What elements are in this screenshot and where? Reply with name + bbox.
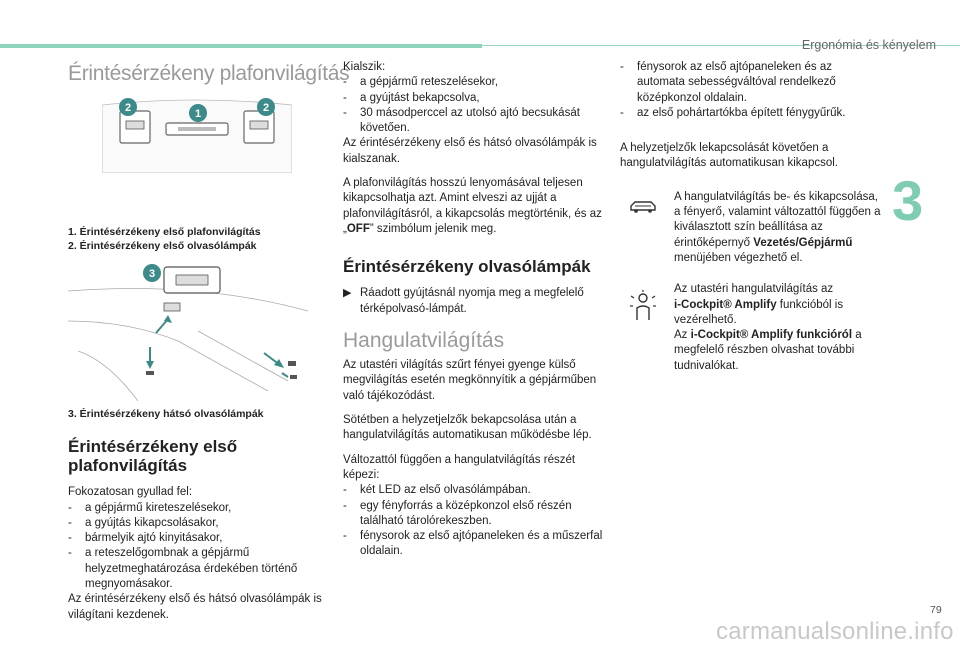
menu-name: Vezetés/Gépjármű <box>753 236 853 249</box>
list-item: - bármelyik ajtó kinyitásakor, <box>68 531 330 546</box>
paragraph: Változattól függően a hangulatvilágítás részét képezi: <box>343 453 576 481</box>
list-item: - a gépjármű reteszelésekor, <box>343 75 605 90</box>
text: A hangulatvilágítás be- és kikapcsolása, a fényerő, valamint változattól függően a kiválasztott szín beállítása az érintőképernyő <box>674 190 881 249</box>
section-title: Ergonómia és kényelem <box>801 38 936 52</box>
chapter-number: 3 <box>892 169 924 232</box>
column-1 <box>68 60 350 632</box>
text: funkcióból is vezérelhető. <box>674 298 844 326</box>
list-item: - 30 másodperccel az utolsó ajtó becsukását követően. <box>343 106 605 137</box>
front-light-subtitle-line1: Érintésérzékeny első <box>68 437 238 457</box>
rear-lights-illustration <box>68 261 328 401</box>
switch-off-list <box>343 75 605 136</box>
arrow-item-text: Ráadott gyújtásnál nyomja meg a megfelelő térképolvasó-lámpát. <box>360 287 584 315</box>
ambient-list-cont <box>620 60 882 121</box>
figure-captions-2 <box>68 407 330 421</box>
car-icon <box>620 190 666 219</box>
front-lights-illustration <box>102 95 292 173</box>
front-light-subtitle-line2: plafonvilágítás <box>68 456 188 476</box>
note-vehicle-menu <box>620 190 882 266</box>
text: A plafonvilágítás hosszú lenyomásával teljesen kikapcsolhatja azt. Amint elveszi az ujját a plafonvilágításról, a kikapcsolás megtörténik, és az „ <box>343 177 602 235</box>
list-item: - egy fényforrás a középkonzol első részén található tárolórekeszben. <box>343 499 605 530</box>
ambient-list <box>343 483 605 559</box>
paragraph: Sötétben a helyzetjelzők bekapcsolása után a hangulatvilágítás automatikusan működésbe lép. <box>343 414 592 442</box>
paragraph-off <box>343 176 605 237</box>
text: Az <box>674 329 691 342</box>
watermark: carmanualsonline.info <box>716 618 954 645</box>
note-vehicle-text <box>666 190 882 266</box>
note-amplify <box>620 282 882 374</box>
column-2 <box>343 60 605 560</box>
list-item: - a gyújtást bekapcsolva, <box>343 91 605 106</box>
list-item: - a reteszelőgombnak a gépjármű helyzetmeghatározása érdekében történő megnyomásakor. <box>68 546 330 592</box>
person-icon <box>620 282 666 329</box>
caption-2: 2. Érintésérzékeny első olvasólámpák <box>68 240 257 253</box>
text: ” szimbólum jelenik meg. <box>369 222 497 235</box>
caption-3: 3. Érintésérzékeny hátsó olvasólámpák <box>68 408 264 421</box>
callout-2-left: 2 <box>124 102 132 115</box>
switch-on-list <box>68 501 330 593</box>
list-item: - a gépjármű kireteszelésekor, <box>68 501 330 516</box>
caption-1: 1. Érintésérzékeny első plafonvilágítás <box>68 226 261 239</box>
figure-captions-1 <box>68 225 330 253</box>
page-number: 79 <box>930 604 942 616</box>
list-item: - fénysorok az első ajtópaneleken és az automata sebességváltóval rendelkező középkonzol oldalain. <box>620 60 882 106</box>
note-amplify-text <box>666 282 882 374</box>
arrow-item <box>343 286 605 317</box>
text: Az utastéri hangulatvilágítás az <box>674 283 834 296</box>
callout-2-right: 2 <box>262 102 270 115</box>
rear-lights-figure <box>68 261 328 401</box>
feature-name: i-Cockpit® Amplify funkcióról <box>690 329 853 342</box>
arrow-bullet-icon: ▶ <box>343 287 352 300</box>
list-item: - fénysorok az első ajtópaneleken és a műszerfal oldalain. <box>343 529 605 560</box>
text: a megfelelő részben olvashat további tudnivalókat. <box>674 329 862 372</box>
list-item: - a gyújtás kikapcsolásakor, <box>68 516 330 531</box>
paragraph: Az érintésérzékeny első és hátsó olvasólámpák is kialszanak. <box>343 137 597 165</box>
header-accent-bar <box>0 44 482 48</box>
page-title: Érintésérzékeny plafonvilágítás <box>68 62 350 85</box>
switch-off-intro: Kialszik: <box>343 61 386 73</box>
feature-name: i-Cockpit® Amplify <box>674 298 777 311</box>
front-lights-figure <box>102 95 292 173</box>
switch-on-closing: Az érintésérzékeny első és hátsó olvasólámpák is világítani kezdenek. <box>68 593 322 621</box>
list-item: - két LED az első olvasólámpában. <box>343 483 605 498</box>
reading-lamps-subtitle: Érintésérzékeny olvasólámpák <box>343 257 591 277</box>
front-light-subtitle <box>68 437 330 475</box>
off-label: OFF <box>346 222 370 235</box>
column-3 <box>620 60 882 374</box>
callout-1: 1 <box>194 108 202 121</box>
callout-3: 3 <box>148 268 156 281</box>
text: menüjében végezhető el. <box>674 251 803 264</box>
ambient-lighting-title: Hangulatvilágítás <box>343 328 505 352</box>
paragraph: A helyzetjelzők lekapcsolását követően a hangulatvilágítás automatikusan kikapcsol. <box>620 142 838 170</box>
paragraph: Az utastéri világítás szűrt fényei gyenge külső megvilágítás esetén megkönnyítik a gépjárműben való tájékozódást. <box>343 359 597 402</box>
list-item: - az első pohártartókba épített fénygyűrűk. <box>620 106 882 121</box>
switch-on-intro: Fokozatosan gyullad fel: <box>68 486 193 499</box>
